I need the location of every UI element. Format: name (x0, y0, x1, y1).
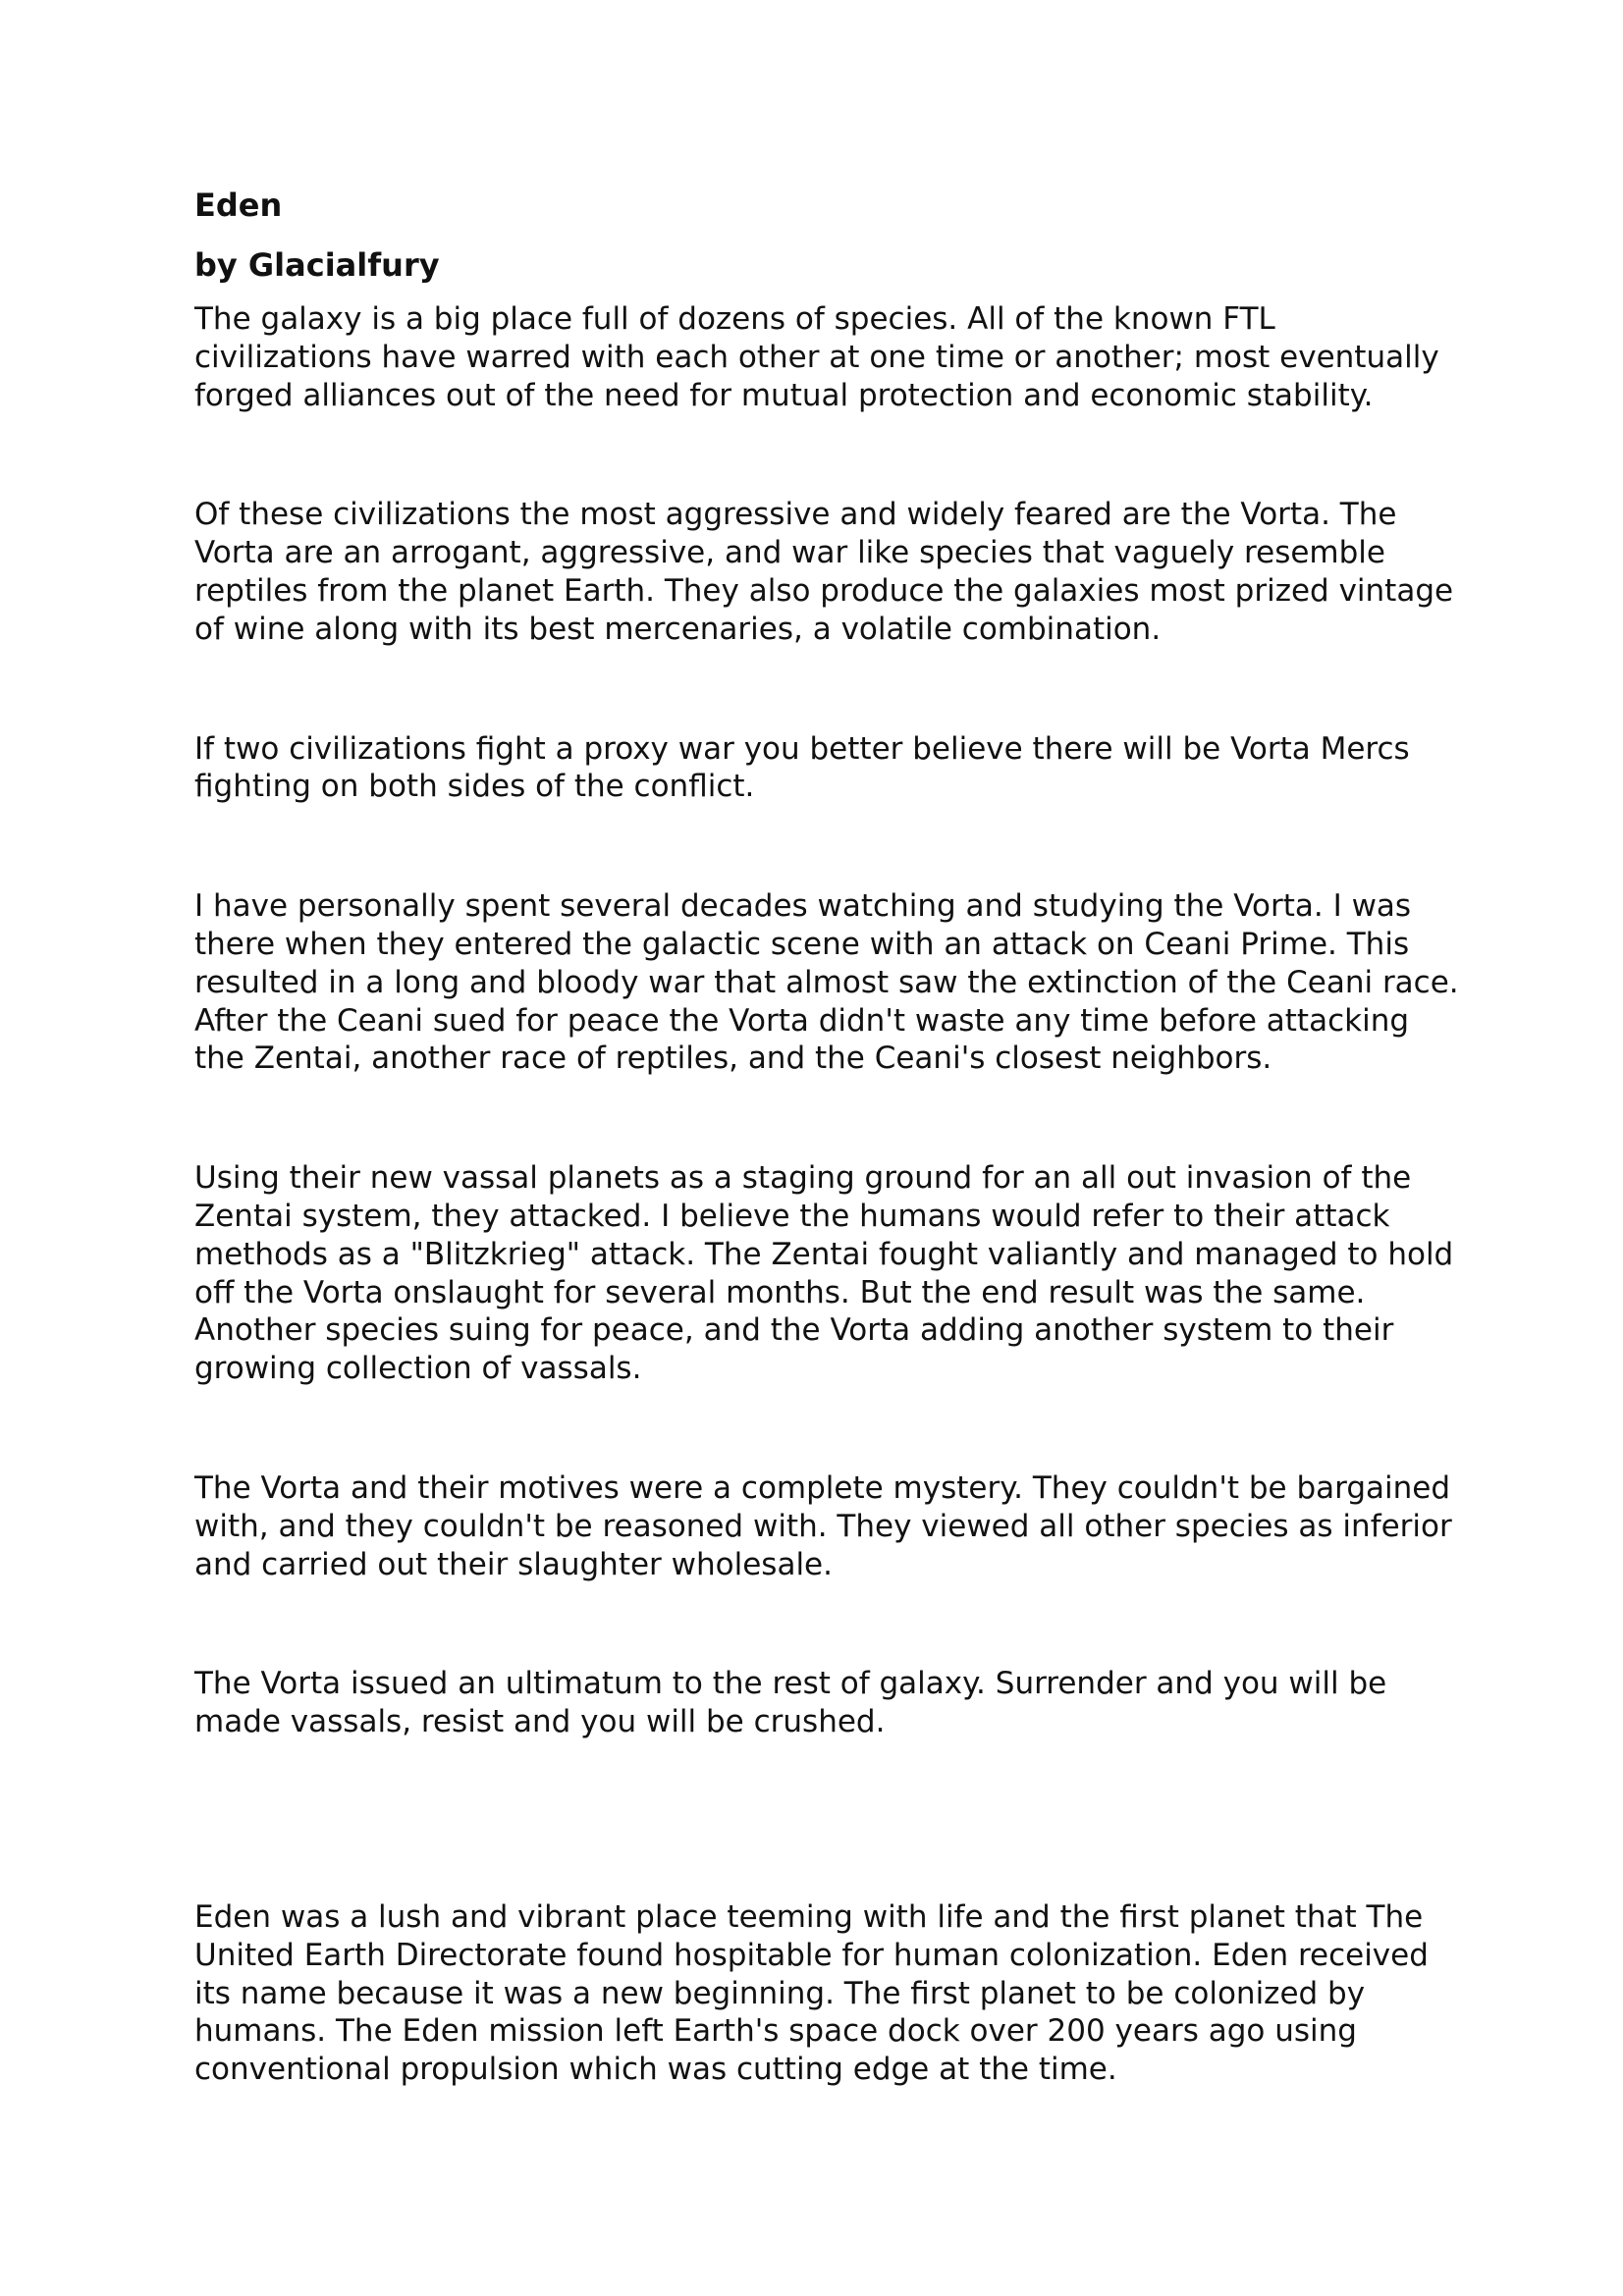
paragraph-spacer (194, 1583, 1461, 1665)
paragraph-5: Using their new vassal planets as a staging ground for an all out invasion of the Zentai system, they attacked. I believe the humans would refer to their attack methods as a "Blitzkrieg" attack. The Zentai fought valiantly and managed to hold off the Vorta onslaught for several months. But the end result was the same. Another species suing for peace, and the Vorta adding another system to their growing collection of vassals. (194, 1160, 1454, 1387)
paragraph-6: The Vorta and their motives were a complete mystery. They couldn't be bargained with, and they couldn't be reasoned with. They viewed all other species as inferior and carried out their slaughter wholesale. (194, 1469, 1452, 1582)
paragraph-4: I have personally spent several decades watching and studying the Vorta. I was there when they entered the galactic scene with an attack on Ceani Prime. This resulted in a long and bloody war that almost saw the extinction of the Ceani race. After the Ceani sued for peace the Vorta didn't waste any time before attacking the Zentai, another race of reptiles, and the Ceani's closest neighbors. (194, 888, 1459, 1077)
document-byline: by Glacialfury (194, 246, 440, 284)
paragraph-8: Eden was a lush and vibrant place teeming with life and the first planet that The United Earth Directorate found hospitable for human colonization. Eden received its name because it was a new beginning. The first planet to be colonized by humans. The Eden mission left Earth's space dock over 200 years ago using conventional propulsion which was cutting edge at the time. (194, 1898, 1429, 2088)
document-title: Eden (194, 187, 283, 224)
paragraph-3: If two civilizations fight a proxy war you better believe there will be Vorta Mercs fighting on both sides of the conflict. (194, 730, 1410, 805)
paragraph-spacer (194, 414, 1461, 496)
paragraph-spacer (194, 806, 1461, 887)
paragraph-spacer (194, 1078, 1461, 1159)
paragraph-spacer (194, 1741, 1461, 1898)
paragraph-spacer (194, 1388, 1461, 1469)
paragraph-1: The galaxy is a big place full of dozens of species. All of the known FTL civilizations have warred with each other at one time or another; most eventually forged alliances out of the need for mutual protection and economic stability. (194, 301, 1439, 413)
paragraph-spacer (194, 649, 1461, 730)
document-page (194, 187, 1461, 2089)
paragraph-7: The Vorta issued an ultimatum to the rest of galaxy. Surrender and you will be made vassals, resist and you will be crushed. (194, 1666, 1387, 1740)
paragraph-2: Of these civilizations the most aggressive and widely feared are the Vorta. The Vorta are an arrogant, aggressive, and war like species that vaguely resemble reptiles from the planet Earth. They also produce the galaxies most prized vintage of wine along with its best mercenaries, a volatile combination. (194, 497, 1454, 647)
